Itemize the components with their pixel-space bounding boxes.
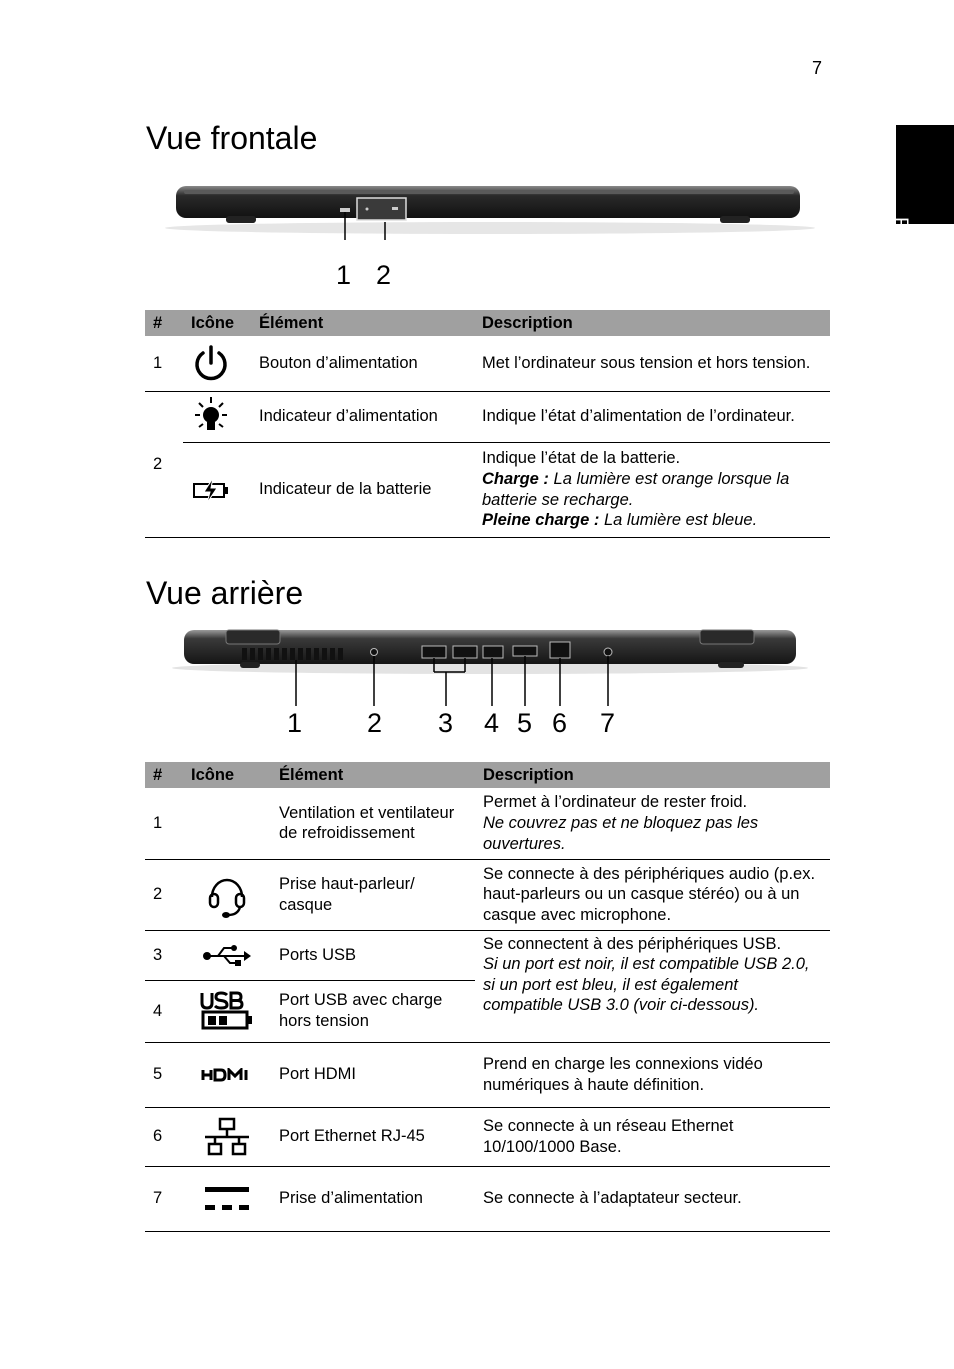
table-row: [145, 1107, 830, 1166]
row-note: Ne couvrez pas et ne bloquez pas les ouvertures.: [483, 813, 759, 853]
power-indicator-icon: [191, 395, 231, 439]
usb-charge-icon: [198, 991, 256, 1031]
row-description: Se connecte à l’adaptateur secteur.: [475, 1166, 830, 1231]
hdmi-icon: [201, 1068, 253, 1082]
battery-full-note: [482, 510, 822, 531]
battery-charge-note: [482, 469, 822, 510]
header-element: Élément: [271, 762, 475, 788]
row-note: Si un port est noir, il est compatible USB 2.0, si un port est bleu, il est également compatible USB 3.0 (voir ci-dessous).: [483, 955, 810, 1015]
row-element: Port USB avec charge hors tension: [271, 980, 475, 1042]
rear-callout-6: 6: [552, 708, 568, 738]
row-num: 1: [145, 336, 183, 391]
table-header-row: [145, 762, 830, 788]
row-element: Prise haut-parleur/ casque: [271, 859, 475, 930]
laptop-rear-icon: [170, 624, 810, 706]
front-callout-1: 1: [336, 260, 352, 290]
full-charge-text: La lumière est bleue.: [599, 511, 758, 530]
battery-description: Indique l’état de la batterie.: [482, 449, 681, 468]
header-description: Description: [474, 310, 830, 336]
headset-icon: [206, 871, 248, 919]
table-row: [145, 391, 830, 442]
row-num: 5: [145, 1042, 183, 1107]
row-num: 1: [145, 788, 183, 859]
front-components-table: [145, 310, 830, 538]
row-num: 3: [145, 930, 183, 980]
front-view-title: Vue frontale: [146, 120, 318, 156]
header-element: Élément: [251, 310, 474, 336]
row-description: Se connecte à un réseau Ethernet 10/100/1000 Base.: [475, 1107, 830, 1166]
row-element: Ports USB: [271, 930, 475, 980]
battery-indicator-icon: [191, 475, 231, 505]
header-description: Description: [475, 762, 830, 788]
table-row: [145, 1166, 830, 1231]
laptop-front-icon: [160, 180, 820, 240]
row-description: Prend en charge les connexions vidéo numériques à haute définition.: [475, 1042, 830, 1107]
rear-view-illustration: [170, 624, 810, 706]
table-header-row: [145, 310, 830, 336]
row-num: 6: [145, 1107, 183, 1166]
rear-callout-3: 3: [438, 708, 454, 738]
row-element: Port HDMI: [271, 1042, 475, 1107]
row-element: Prise d’alimentation: [271, 1166, 475, 1231]
row-element: Indicateur de la batterie: [251, 442, 474, 537]
rear-components-table: [145, 762, 830, 1232]
table-row: [145, 1042, 830, 1107]
row-description: Permet à l’ordinateur de rester froid. Ne couvrez pas et ne bloquez pas les ouvertures.: [475, 788, 830, 859]
rear-callout-4: 4: [484, 708, 500, 738]
charge-text: La lumière est orange lorsque la batterie se recharge.: [482, 469, 790, 509]
row-description: Se connectent à des périphériques USB. Si un port est noir, il est compatible USB 2.0, si un port est bleu, il est également compatible USB 3.0 (voir ci-dessous).: [475, 930, 830, 1042]
full-charge-label: Pleine charge :: [482, 511, 600, 530]
header-icon: Icône: [183, 762, 271, 788]
row-num: 4: [145, 980, 183, 1042]
row-element: Port Ethernet RJ-45: [271, 1107, 475, 1166]
rear-callout-2: 2: [367, 708, 383, 738]
language-tab: [890, 125, 954, 290]
header-num: #: [145, 762, 183, 788]
table-row: [145, 442, 830, 537]
row-element: Bouton d’alimentation: [251, 336, 474, 391]
usb-icon: [202, 943, 252, 967]
rear-callout-5: 5: [517, 708, 533, 738]
row-element: Indicateur d’alimentation: [251, 391, 474, 442]
dc-in-icon: [203, 1185, 251, 1213]
charge-label: Charge :: [482, 469, 549, 488]
rear-view-title: Vue arrière: [146, 575, 304, 611]
row-description: Indique l’état d’alimentation de l’ordinateur.: [474, 391, 830, 442]
rear-callout-7: 7: [600, 708, 616, 738]
front-view-illustration: [160, 180, 820, 240]
row-num: 7: [145, 1166, 183, 1231]
row-description: Met l’ordinateur sous tension et hors tension.: [474, 336, 830, 391]
language-tab-label: Français: [890, 217, 911, 290]
row-num: 2: [145, 391, 183, 537]
row-num: 2: [145, 859, 183, 930]
row-description: Se connecte à des périphériques audio (p.ex. haut-parleurs ou un casque stéréo) ou à un casque avec microphone.: [475, 859, 830, 930]
table-row: [145, 336, 830, 391]
ethernet-icon: [203, 1117, 251, 1157]
row-element: Ventilation et ventilateur de refroidissement: [271, 788, 475, 859]
header-num: #: [145, 310, 183, 336]
power-button-icon: [191, 343, 231, 383]
table-row: [145, 930, 830, 980]
table-row: [145, 788, 830, 859]
table-row: [145, 859, 830, 930]
row-description: [474, 442, 830, 537]
page-number: 7: [812, 58, 823, 78]
front-callout-2: 2: [376, 260, 392, 290]
header-icon: Icône: [183, 310, 251, 336]
rear-callout-1: 1: [287, 708, 303, 738]
